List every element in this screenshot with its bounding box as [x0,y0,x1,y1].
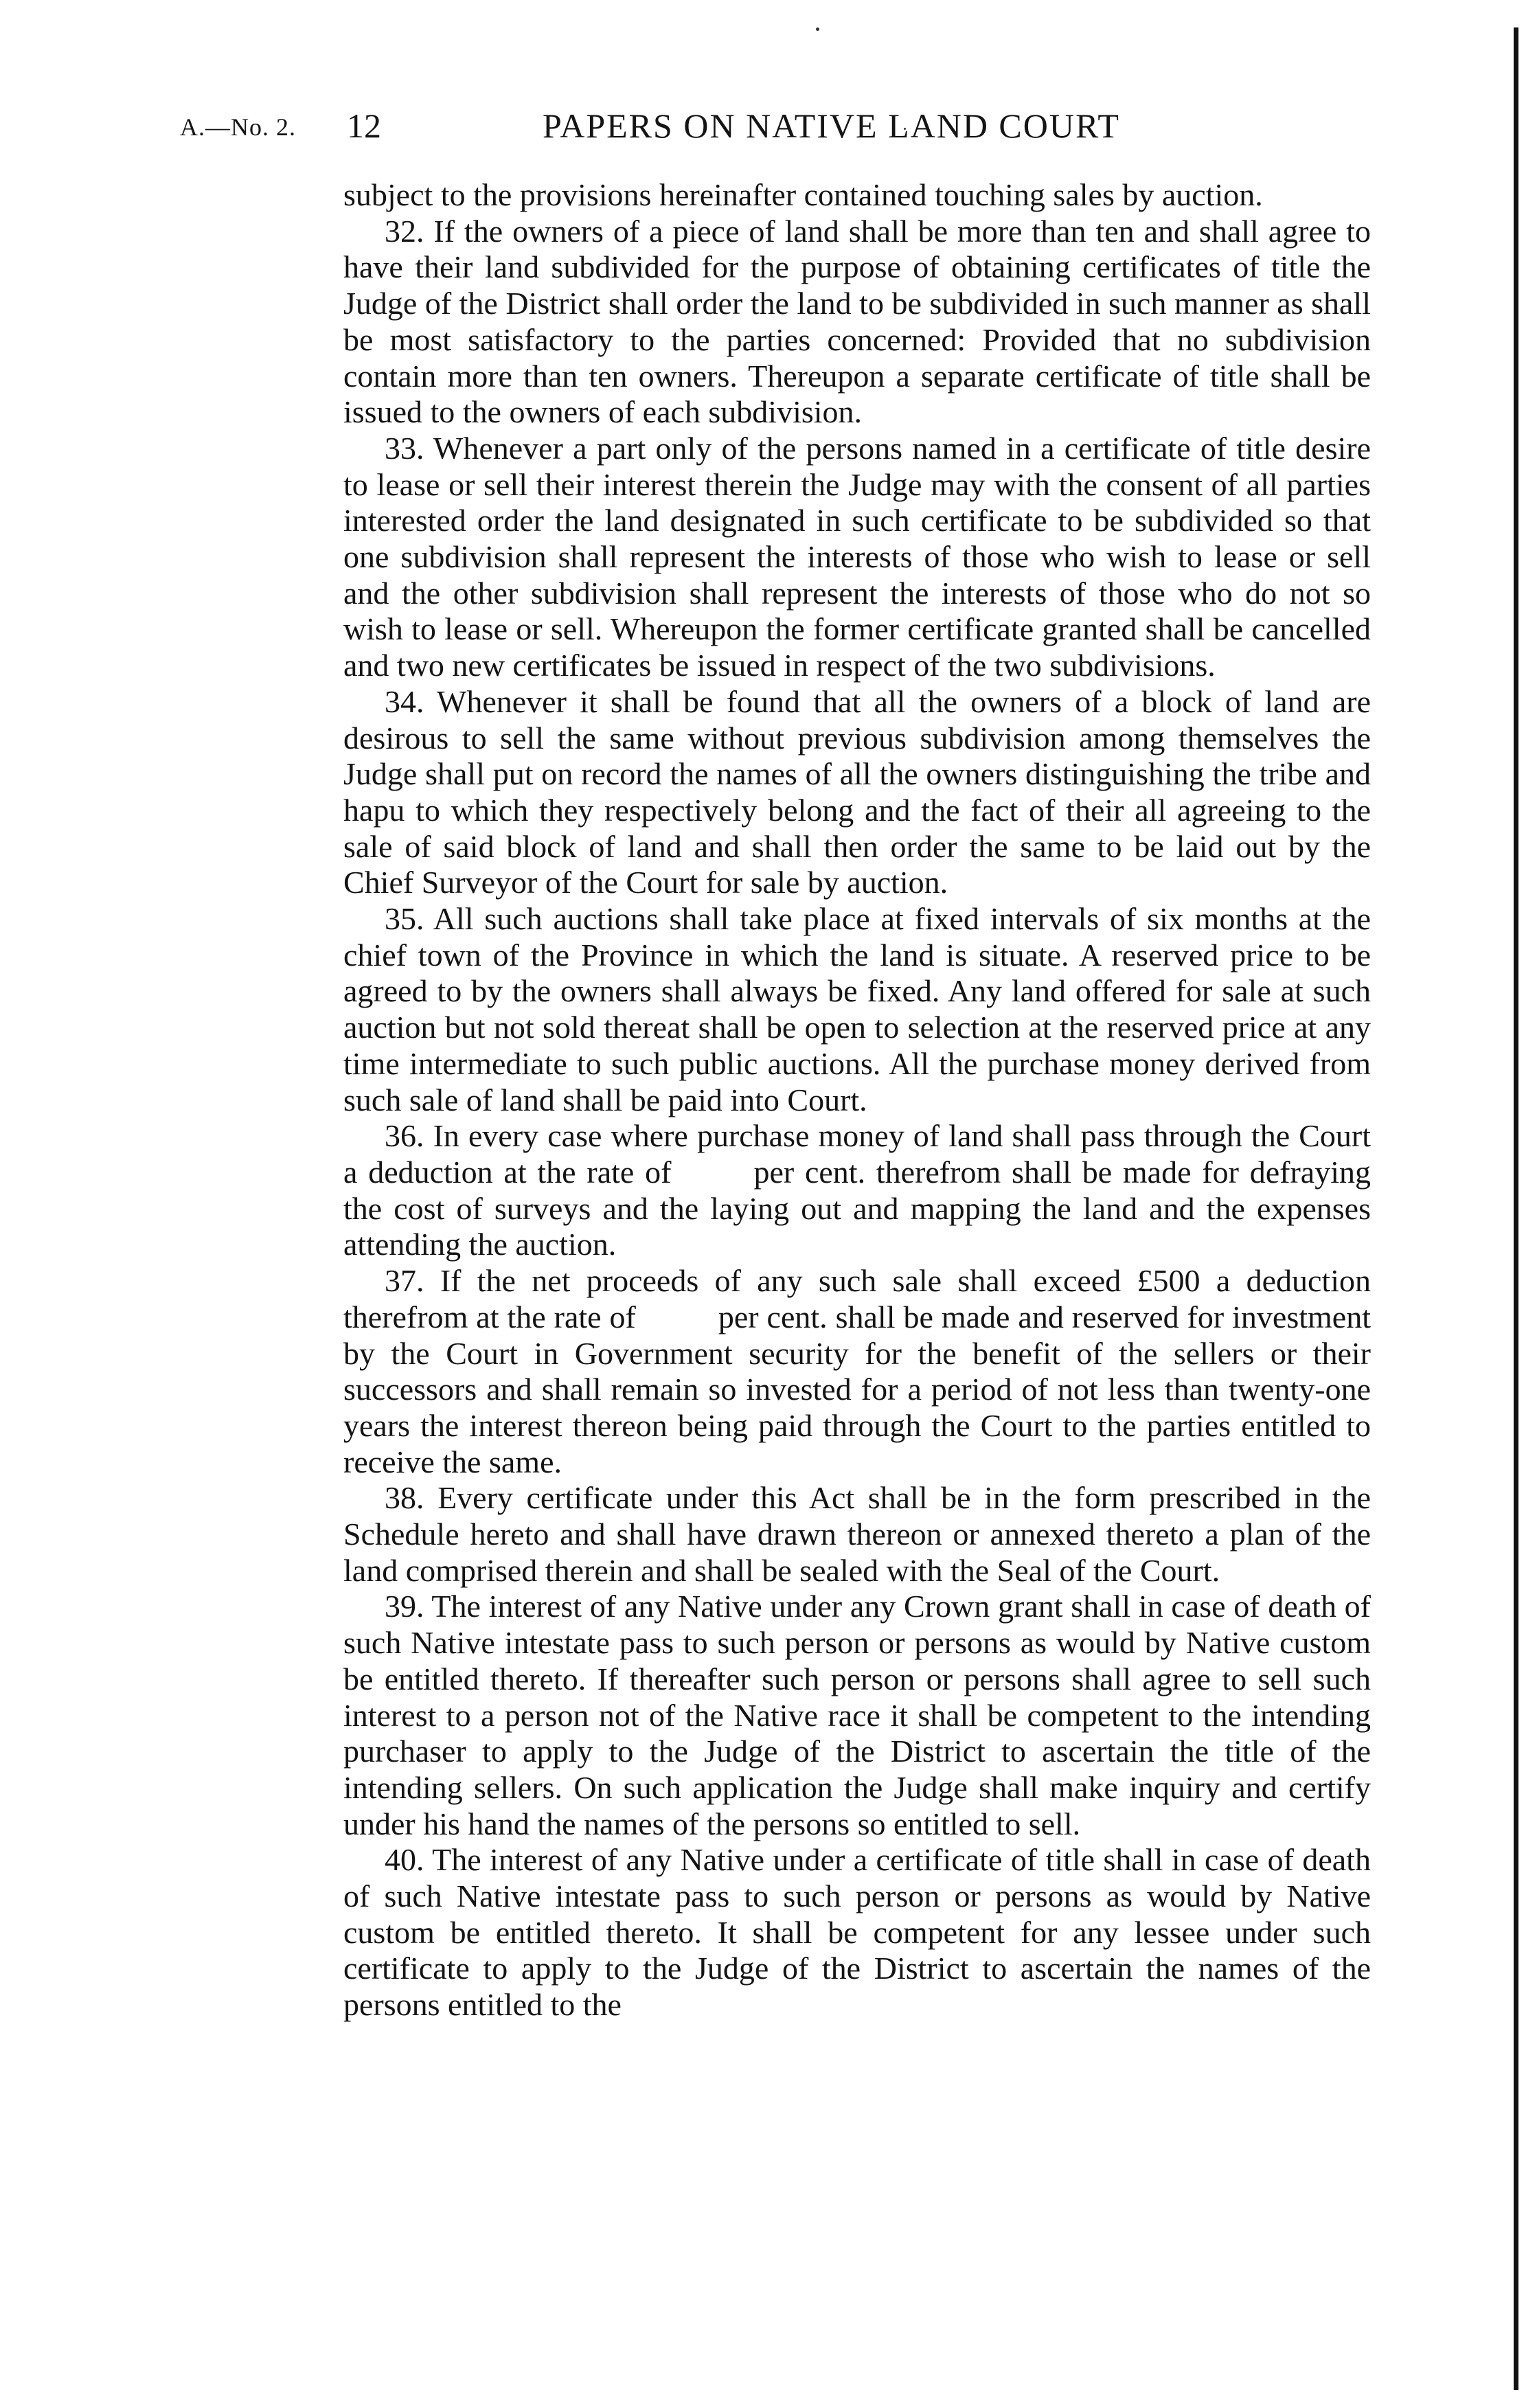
section-text: Every certificate under this Act shall be in the form prescribed in the Schedule hereto and shall have drawn thereon or annexed thereto a plan of the land comprised therein and shall be sealed with the Seal of the Court. [343,1480,1371,1588]
section-number: 38. [385,1480,424,1516]
section-text: All such auctions shall take place at fixed intervals of six months at the chief town of the Province in which the land is situate. A reserved price to be agreed to by the owners shall always be fixed. Any land offered for sale at such auction but not sold thereat shall be open to selection at the reserved price at any time intermediate to such public auctions. All the purchase money derived from such sale of land shall be paid into Court. [343,901,1371,1117]
section-38 [343,1480,1371,1589]
section-36 [343,1118,1371,1263]
section-35 [343,901,1371,1118]
section-number: 40. [385,1842,424,1878]
section-number: 39. [385,1589,424,1624]
section-39 [343,1589,1371,1842]
section-32 [343,214,1371,431]
section-text-after-blank: per cent. shall be made and reserved for investment by the Court in Government security for the benefit of the sellers or their successors and shall remain so invested for a period of not less than twenty-one years the interest thereon being paid through the Court to the parties entitled to receive the same. [343,1299,1371,1479]
section-37 [343,1263,1371,1480]
document-body [343,177,1371,2023]
section-number: 37. [385,1263,424,1299]
running-title: PAPERS ON NATIVE LAND COURT [543,106,1120,145]
section-text: Whenever a part only of the persons named in a certificate of title desire to lease or sell their interest therein the Judge may with the consent of all parties interested order the land designated in such certificate to be subdivided so that one subdivision shall represent the interests of those who wish to lease or sell and the other subdivision shall represent the interests of those who do not so wish to lease or sell. Whereupon the former certificate granted shall be cancelled and two new certificates be issued in respect of the two subdivisions. [343,430,1371,683]
section-number: 33. [385,430,424,466]
section-number: 36. [385,1118,424,1154]
section-number: 32. [385,213,424,249]
section-33 [343,431,1371,684]
scan-speck [816,27,819,31]
page-header [0,103,1537,151]
page-number: 12 [347,106,381,145]
section-text-before-blank: If the net proceeds of any such sale shall exceed £500 a deduction therefrom at the rate of [343,1263,1371,1334]
section-text: The interest of any Native under a certificate of title shall in case of death of such Native intestate pass to such person or persons as would by Native custom be entitled thereto. It shall be competent for any lessee under such certificate to apply to the Judge of the District to ascertain the names of the persons entitled to the [343,1842,1371,2023]
section-34 [343,684,1371,901]
section-text: Whenever it shall be found that all the owners of a block of land are desirous to sell the same without previous subdivision among themselves the Judge shall put on record the names of all the owners distinguishing the tribe and hapu to which they respectively belong and the fact of their all agreeing to the sale of said block of land and shall then order the same to be laid out by the Chief Surveyor of the Court for sale by auction. [343,683,1371,900]
paragraph-text: subject to the provisions hereinafter contained touching sales by auction. [343,177,1263,212]
paragraph-continuation [343,177,1371,214]
section-number: 34. [385,683,424,719]
section-text-after-blank: per cent. therefrom shall be made for defraying the cost of surveys and the laying out and mapping the land and the expenses attending the auction. [343,1154,1371,1262]
section-40 [343,1842,1371,2023]
series-label: A.—No. 2. [180,113,296,141]
section-text: The interest of any Native under any Crown grant shall in case of death of such Native intestate pass to such person or persons as would by Native custom be entitled thereto. If thereafter such person or persons shall agree to sell such interest to a person not of the Native race it shall be competent to the intending purchaser to apply to the Judge of the District to ascertain the title of the intending sellers. On such application the Judge shall make inquiry and certify under his hand the names of the persons so entitled to sell. [343,1589,1371,1841]
section-text-before-blank: In every case where purchase money of land shall pass through the Court a deduction at the rate of [343,1118,1371,1190]
section-number: 35. [385,901,424,937]
section-text: If the owners of a piece of land shall be more than ten and shall agree to have their land subdivided for the purpose of obtaining certificates of title the Judge of the District shall order the land to be subdivided in such manner as shall be most satisfactory to the parties concerned: Provided that no subdivision contain more than ten owners. Thereupon a separate certificate of title shall be issued to the owners of each subdivision. [343,213,1371,430]
page-edge-rule [1514,27,1518,2390]
